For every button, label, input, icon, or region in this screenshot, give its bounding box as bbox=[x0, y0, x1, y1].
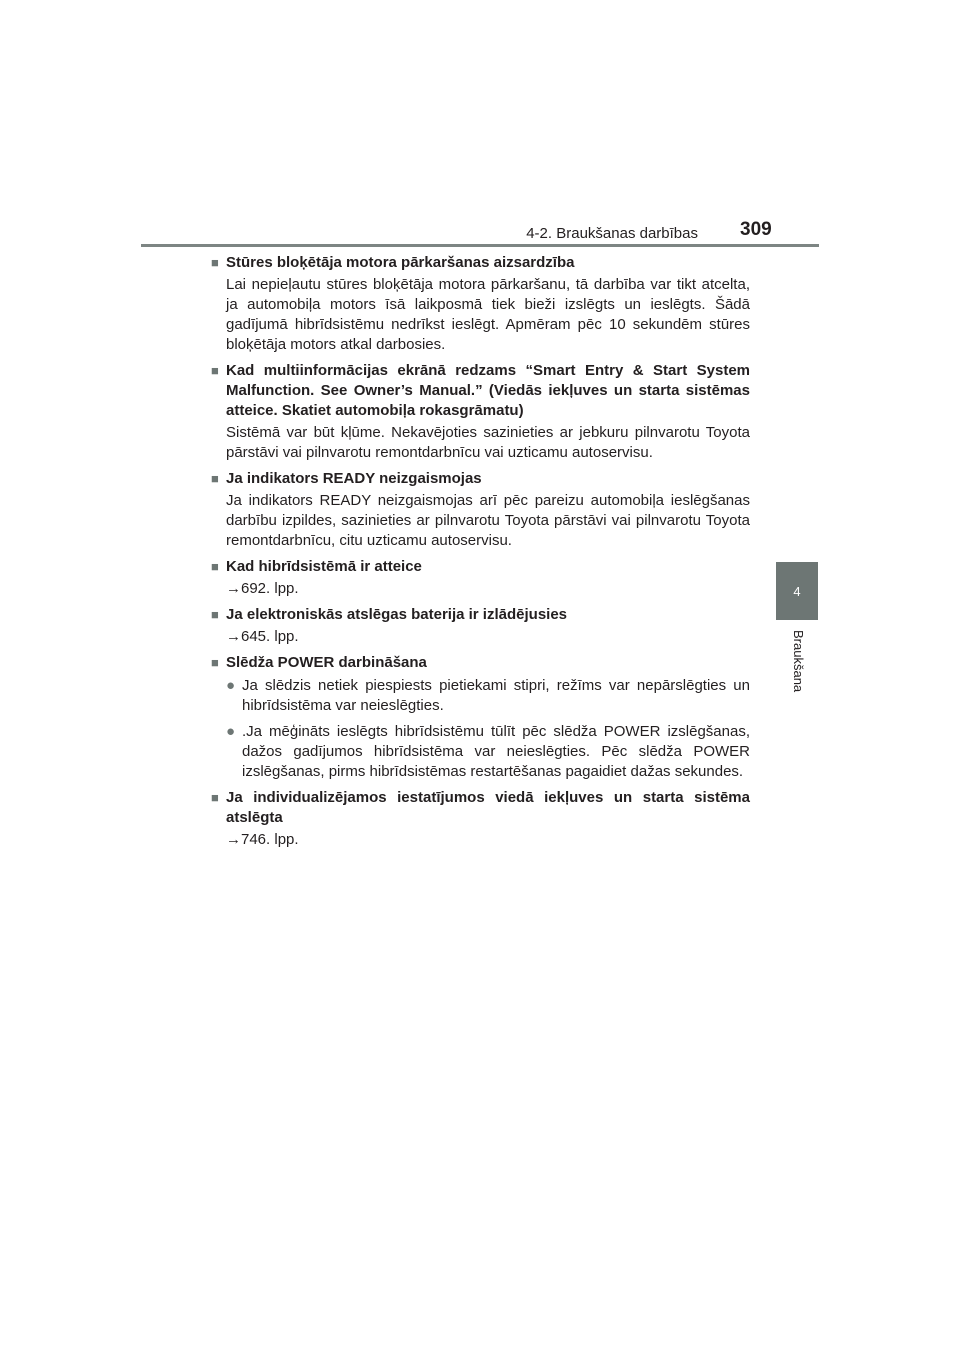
section-body: Ja indikators READY neizgaismojas arī pēc pareizu automobiļa ieslēgšanas darbību izpildes, sazinieties ar pilnvarotu Toyota pārstāvi vai pilnvarotu Toyota remontdarbnīcu, citu uzticamu autoservisu. bbox=[226, 492, 750, 549]
page-reference: →746. lpp. bbox=[226, 831, 299, 848]
section-heading: Slēdža POWER darbināšana bbox=[226, 654, 427, 671]
square-bullet-icon: ■ bbox=[211, 255, 219, 270]
square-bullet-icon: ■ bbox=[211, 363, 219, 378]
section-heading: Ja elektroniskās atslēgas baterija ir izlādējusies bbox=[226, 606, 568, 623]
square-bullet-icon: ■ bbox=[211, 559, 219, 574]
page-reference: →645. lpp. bbox=[226, 628, 299, 645]
section-power-switch bbox=[211, 653, 750, 782]
square-bullet-icon: ■ bbox=[211, 607, 219, 622]
square-bullet-icon: ■ bbox=[211, 790, 219, 805]
section-heading: Ja indikators READY neizgaismojas bbox=[226, 470, 482, 487]
section-body: Lai nepieļautu stūres bloķētāja motora pārkaršanu, tā darbība var tikt atcelta, ja automobiļa motors īsā laikposmā tiek bieži izslēgts un ieslēgts. Šādā gadījumā hibrīdsistēmu nedrīkst ieslēgt. Apmēram pēc 10 sekundēm stūres bloķētāja motors atkal darbosies. bbox=[226, 276, 750, 353]
section-heading: Kad multiinformācijas ekrānā redzams “Smart Entry & Start System Malfunction. See Owner’s Manual.” (Viedās iekļuves un starta sistēmas atteice. Skatiet automobiļa rokasgrāmatu) bbox=[226, 362, 750, 419]
chapter-tab bbox=[776, 562, 818, 620]
circle-bullet-icon: ● bbox=[226, 723, 236, 740]
list-item: ● Ja slēdzis netiek piespiests pietiekami stipri, režīms var nepārslēgties un hibrīdsistēma var neieslēgties. bbox=[226, 677, 750, 714]
section-smart-entry-malfunction bbox=[211, 361, 750, 463]
section-heading: Kad hibrīdsistēmā ir atteice bbox=[226, 558, 422, 575]
page-content bbox=[211, 253, 750, 856]
square-bullet-icon: ■ bbox=[211, 655, 219, 670]
page-reference: →692. lpp. bbox=[226, 580, 299, 597]
section-customization bbox=[211, 788, 750, 850]
circle-bullet-icon: ● bbox=[226, 677, 236, 694]
section-heading: Stūres bloķētāja motora pārkaršanas aizsardzība bbox=[226, 254, 575, 271]
page-header bbox=[0, 0, 960, 250]
page-number: 309 bbox=[740, 219, 772, 240]
chapter-number: 4 bbox=[793, 583, 801, 599]
header-divider bbox=[141, 244, 819, 247]
section-title: 4-2. Braukšanas darbības bbox=[526, 225, 698, 242]
section-key-battery bbox=[211, 605, 750, 647]
square-bullet-icon: ■ bbox=[211, 471, 219, 486]
chapter-label: Braukšana bbox=[791, 630, 806, 693]
section-ready-indicator bbox=[211, 469, 750, 551]
section-heading: Ja individualizējamos iestatījumos viedā iekļuves un starta sistēma atslēgta bbox=[226, 789, 750, 826]
section-hybrid-failure bbox=[211, 557, 750, 599]
section-body: Sistēmā var būt kļūme. Nekavējoties sazinieties ar jebkuru pilnvarotu Toyota pārstāvi vai pilnvarotu remontdarbnīcu vai uzticamu autoservisu. bbox=[226, 424, 750, 461]
section-steering-lock bbox=[211, 253, 750, 355]
list-item: ● .Ja mēģināts ieslēgts hibrīdsistēmu tūlīt pēc slēdža POWER izslēgšanas, dažos gadījumos hibrīdsistēma var neieslēgties. Pēc slēdža POWER izslēgšanas, pirms hibrīdsistēmas restartēšanas pagaidiet dažas sekundes. bbox=[226, 723, 750, 780]
